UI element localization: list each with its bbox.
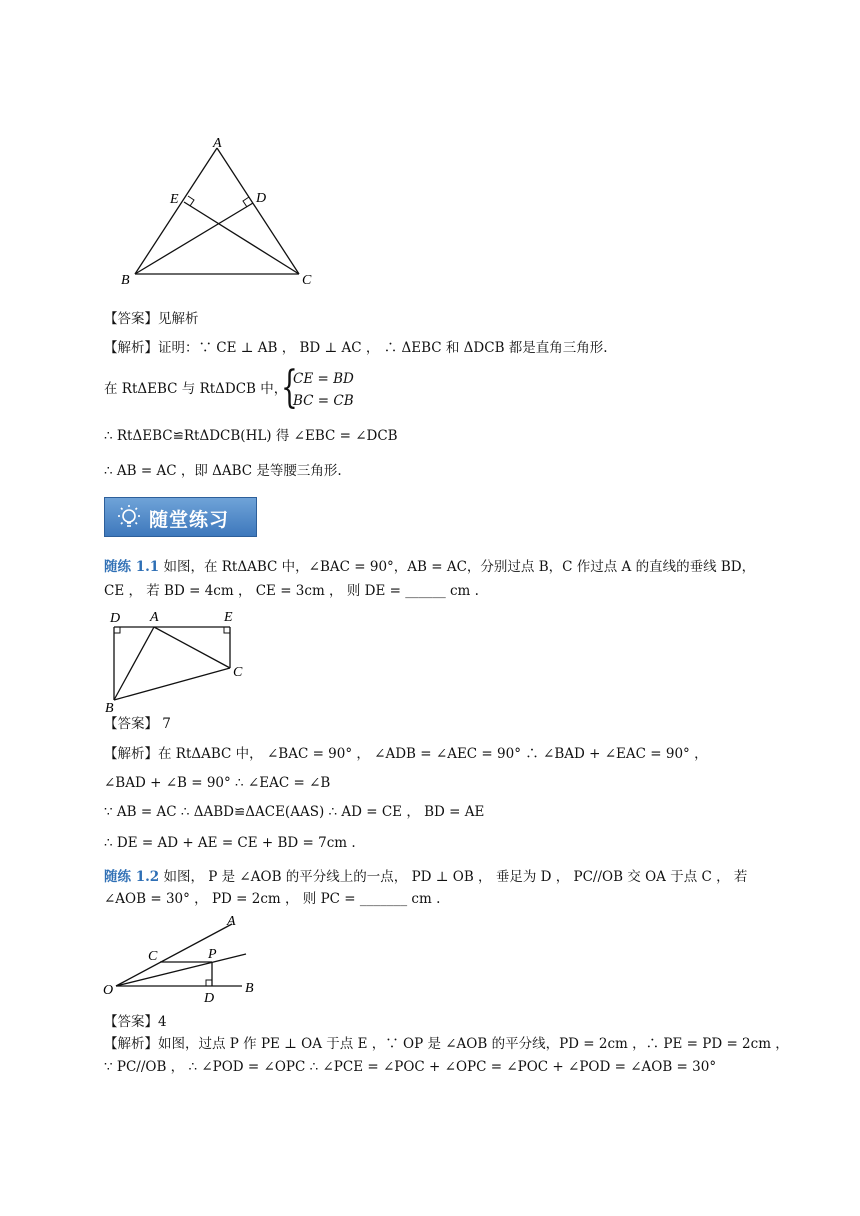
figure-angle-bisector	[100, 910, 270, 1005]
q11-label-E: E	[224, 610, 233, 625]
q11-label: 随练 1.1	[104, 559, 160, 575]
label-C: C	[302, 273, 312, 288]
q11-label-C: C	[233, 665, 243, 680]
section-banner	[104, 497, 257, 537]
label-A: A	[213, 136, 222, 151]
ex1-line3: ∴ RtΔEBC≌RtΔDCB(HL) 得 ∠EBC = ∠DCB	[104, 428, 398, 444]
ex1-analysis-prefix: 【解析】证明：	[104, 340, 199, 356]
brace-line-2: BC = CB	[293, 393, 354, 409]
q11-text1: 如图，在 RtΔABC 中，∠BAC = 90°，AB = AC，分别过点 B，C 作过点 A 的直线的垂线 BD，	[159, 559, 756, 575]
label-B: B	[121, 273, 130, 288]
q12-analysis-1: 【解析】如图，过点 P 作 PE ⊥ OA 于点 E ，∵ OP 是 ∠AOB 的平分线，PD = 2cm ，∴ PE = PD = 2cm ，	[104, 1036, 789, 1052]
q12-label-D: D	[204, 991, 215, 1005]
q11-text-line1	[104, 558, 755, 576]
q11-analysis-3: ∵ AB = AC ∴ ΔABD≌ΔACE(AAS) ∴ AD = CE ， BD = AE	[104, 804, 485, 820]
q12-label: 随练 1.2	[104, 869, 160, 885]
q11-analysis-1: 【解析】在 RtΔABC 中， ∠BAC = 90° ， ∠ADB = ∠AEC = 90° ∴ ∠BAD + ∠EAC = 90° ，	[104, 746, 708, 762]
q12-text-line2: ∠AOB = 30° ， PD = 2cm ， 则 PC = _______ cm .	[104, 891, 441, 907]
figure-rectangle-triangle	[104, 606, 254, 712]
figure-triangle-altitudes	[115, 132, 325, 292]
ex1-analysis-text: ∵ CE ⊥ AB ， BD ⊥ AC ， ∴ ΔEBC 和 ΔDCB 都是直角三角形.	[198, 340, 608, 356]
q11-analysis-2: ∠BAD + ∠B = 90° ∴ ∠EAC = ∠B	[104, 775, 331, 791]
q12-text1: 如图， P 是 ∠AOB 的平分线上的一点， PD ⊥ OB ， 垂足为 D ， PC//OB 交 OA 于点 C ， 若	[159, 869, 748, 885]
q12-label-C: C	[148, 949, 158, 964]
ex1-answer: 【答案】见解析	[104, 311, 199, 327]
q11-label-D: D	[110, 611, 121, 626]
q12-label-P: P	[208, 947, 217, 962]
ex1-line2-prefix: 在 RtΔEBC 与 RtΔDCB 中，	[104, 381, 288, 397]
q12-label-A: A	[227, 914, 236, 929]
brace-symbol: {	[281, 362, 298, 413]
q11-answer: 【答案】 7	[104, 716, 171, 732]
label-E: E	[170, 192, 179, 207]
q11-text-line2: CE ， 若 BD = 4cm ， CE = 3cm ， 则 DE = ______ cm .	[104, 583, 479, 599]
q12-label-B: B	[245, 981, 254, 996]
q12-answer: 【答案】4	[104, 1014, 167, 1030]
q11-analysis-4: ∴ DE = AD + AE = CE + BD = 7cm .	[104, 835, 356, 851]
q12-text-line1	[104, 868, 747, 886]
lightbulb-icon	[114, 504, 144, 532]
label-D: D	[256, 191, 267, 206]
brace-line-1: CE = BD	[293, 371, 354, 387]
q11-label-B: B	[105, 701, 114, 712]
q12-label-O: O	[103, 983, 114, 998]
section-title: 随堂练习	[149, 509, 230, 531]
q11-label-A: A	[150, 610, 159, 625]
ex1-line4: ∴ AB = AC ，即 ΔABC 是等腰三角形.	[104, 463, 342, 479]
ex1-analysis-line1	[104, 339, 608, 357]
q12-analysis-2: ∵ PC//OB ， ∴ ∠POD = ∠OPC ∴ ∠PCE = ∠POC + ∠OPC = ∠POC + ∠POD = ∠AOB = 30°	[104, 1059, 717, 1075]
